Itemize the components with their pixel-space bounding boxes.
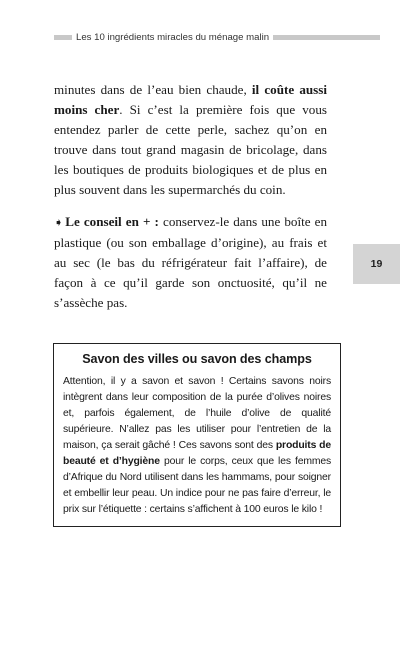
sidebar-box-text [63,374,331,518]
paragraph-1 [54,80,327,200]
running-header [54,30,380,44]
tip-text: conservez-le dans une boîte en plastique (ou son emballage d’origine), au frais et au sec (le bas du réfrigérateur fait l’affaire), de façon à ce qu’il garde son onctuosité, qu’il ne s’assèche pas. [54,214,327,310]
sidebar-box-title: Savon des villes ou savon des champs [82,352,312,366]
header-title: Les 10 ingrédients miracles du ménage malin [76,31,270,43]
arrow-marker-icon: ➧ [54,216,64,229]
page-number-tab [353,244,400,284]
paragraph-1-text-a: minutes dans de l’eau bien chaude, [54,82,252,97]
sidebar-box-text-b: pour le corps, ceux que les femmes d’Afrique du Nord utilisent dans les hammams, pour soigner et embellir leur peau. Un indice pour ne pas faire d’erreur, le prix sur l’étiquette : certains s’affichent à 100 euros le kilo ! [63,456,332,515]
sidebar-box [53,343,341,527]
paragraph-2 [54,212,327,313]
page-number: 19 [370,258,383,270]
paragraph-1-bold: il coûte aussi moins cher [54,82,327,117]
header-rule-right [273,35,380,40]
sidebar-box-text-a: Attention, il y a savon et savon ! Certains savons noirs intègrent dans leur composition de la purée d’olives noires et, parfois également, de l’huile d’olive de qualité supérieure. N’allez pas les utiliser pour l’entretien de la maison, ça serait gâché ! Ces savons sont des [63,376,331,451]
tip-lead: Le conseil en + : [65,214,159,229]
paragraph-1-text-b: . Si c’est la première fois que vous entendez parler de cette perle, sachez qu’on en trouve dans tout grand magasin de bricolage, dans les boutiques de produits biologiques et de plus en plus souvent dans les supermarchés du coin. [54,102,327,197]
main-text [54,80,327,313]
header-rule-left [54,35,72,40]
sidebar-box-bold: produits de beauté et d’hygiène [63,440,332,467]
